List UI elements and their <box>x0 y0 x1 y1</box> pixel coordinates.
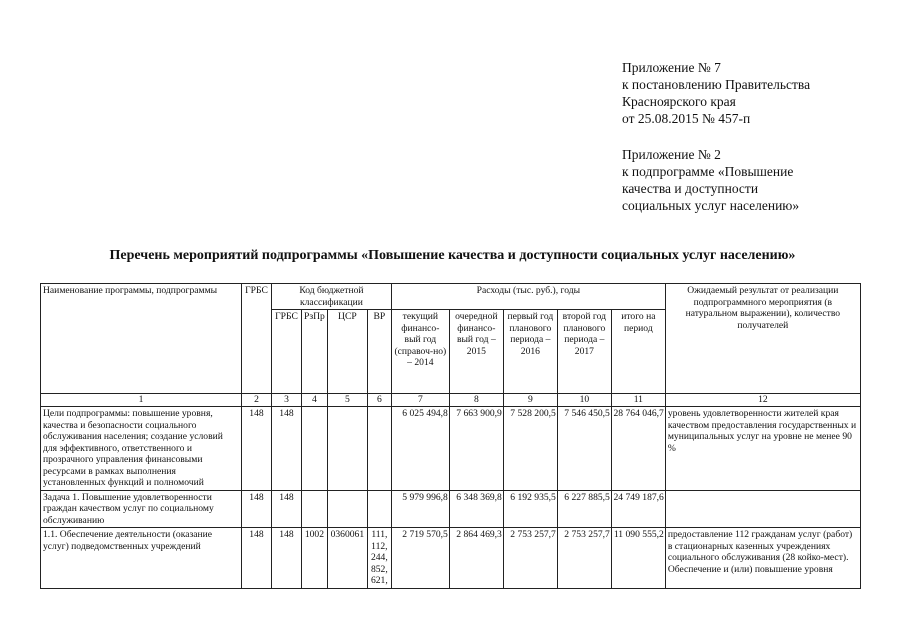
row-csr: 0360061 <box>327 528 367 589</box>
col-number: 10 <box>557 394 611 407</box>
header-budget-code: Код бюджетной классификации <box>272 284 392 310</box>
appendix-7-line2: к постановлению Правительства <box>622 77 811 92</box>
row-grbs: 148 <box>242 490 272 528</box>
col-number: 11 <box>611 394 665 407</box>
row-value-2014: 5 979 996,8 <box>391 490 449 528</box>
col-number: 2 <box>242 394 272 407</box>
appendix-7-line4: от 25.08.2015 № 457-п <box>622 111 751 126</box>
col-number: 1 <box>41 394 242 407</box>
row-csr <box>327 490 367 528</box>
col-number: 9 <box>503 394 557 407</box>
row-grbs: 148 <box>242 407 272 491</box>
row-value-2016: 2 753 257,7 <box>503 528 557 589</box>
row-value-total: 28 764 046,7 <box>611 407 665 491</box>
row-rzpr <box>302 407 328 491</box>
row-value-2016: 7 528 200,5 <box>503 407 557 491</box>
row-result: предоставление 112 гражданам услуг (работ) в стационарных казенных учреждениях социального обслуживания (28 койко-мест). Обеспечение и (или) повышение уровня <box>665 528 860 589</box>
header-total: итого на период <box>611 310 665 394</box>
col-number: 7 <box>391 394 449 407</box>
measures-table <box>40 283 861 589</box>
row-value-2017: 2 753 257,7 <box>557 528 611 589</box>
header-sub-rzpr: РзПр <box>302 310 328 394</box>
header-sub-grbs: ГРБС <box>272 310 302 394</box>
header-sub-csr: ЦСР <box>327 310 367 394</box>
row-name: Задача 1. Повышение удовлетворенности граждан качеством услуг по социальному обслуживанию <box>41 490 242 528</box>
appendix-7-block <box>622 59 810 127</box>
row-name: Цели подпрограммы: повышение уровня, качества и безопасности социального обслуживания населения; создание условий для эффективного, ответственного и прозрачного управления финансовыми ресурсами в рамках выполнения установленных функций и полномочий <box>41 407 242 491</box>
col-number: 6 <box>367 394 391 407</box>
row-value-2014: 2 719 570,5 <box>391 528 449 589</box>
header-grbs: ГРБС <box>242 284 272 394</box>
row-vr <box>367 407 391 491</box>
appendix-2-block <box>622 146 799 214</box>
header-year-2016: первый год планового периода – 2016 <box>503 310 557 394</box>
col-number: 3 <box>272 394 302 407</box>
header-name: Наименование программы, подпрограммы <box>41 284 242 394</box>
row-name: 1.1. Обеспечение деятельности (оказание услуг) подведомственных учреждений <box>41 528 242 589</box>
header-result: Ожидаемый результат от реализации подпрограммного мероприятия (в натуральном выражении), количество получателей <box>665 284 860 394</box>
row-vr <box>367 490 391 528</box>
row-grbs: 148 <box>242 528 272 589</box>
row-result <box>665 490 860 528</box>
row-value-2015: 2 864 469,3 <box>449 528 503 589</box>
header-row-1 <box>41 284 861 310</box>
row-value-2014: 6 025 494,8 <box>391 407 449 491</box>
row-value-2015: 7 663 900,9 <box>449 407 503 491</box>
row-vr: 111, 112, 244, 852, 621, <box>367 528 391 589</box>
appendix-2-line2: к подпрограмме «Повышение <box>622 164 794 179</box>
column-numbers-row <box>41 394 861 407</box>
header-sub-vr: ВР <box>367 310 391 394</box>
col-number: 5 <box>327 394 367 407</box>
row-code-grbs: 148 <box>272 407 302 491</box>
row-value-total: 24 749 187,6 <box>611 490 665 528</box>
appendix-2-line1: Приложение № 2 <box>622 147 721 162</box>
col-number: 8 <box>449 394 503 407</box>
row-value-total: 11 090 555,2 <box>611 528 665 589</box>
table-row-measure-1-1 <box>41 528 861 589</box>
header-year-2014: текущий финансо-вый год (справоч-но) – 2014 <box>391 310 449 394</box>
row-code-grbs: 148 <box>272 528 302 589</box>
appendix-2-line4: социальных услуг населению» <box>622 198 800 213</box>
appendix-2-line3: качества и доступности <box>622 181 759 196</box>
row-value-2017: 6 227 885,5 <box>557 490 611 528</box>
document-title: Перечень мероприятий подпрограммы «Повышение качества и доступности социальных услуг населению» <box>109 248 796 263</box>
header-year-2015: очередной финансо-вый год – 2015 <box>449 310 503 394</box>
row-rzpr <box>302 490 328 528</box>
table-row-task-1 <box>41 490 861 528</box>
col-number: 4 <box>302 394 328 407</box>
row-csr <box>327 407 367 491</box>
header-expenses: Расходы (тыс. руб.), годы <box>391 284 665 310</box>
appendix-7-line3: Красноярского края <box>622 94 736 109</box>
row-result: уровень удовлетворенности жителей края качеством предоставления государственных и муниципальных услуг на уровне не менее 90 % <box>665 407 860 491</box>
table-row-goals <box>41 407 861 491</box>
col-number: 12 <box>665 394 860 407</box>
row-code-grbs: 148 <box>272 490 302 528</box>
row-rzpr: 1002 <box>302 528 328 589</box>
appendix-7-line1: Приложение № 7 <box>622 60 721 75</box>
row-value-2017: 7 546 450,5 <box>557 407 611 491</box>
row-value-2015: 6 348 369,8 <box>449 490 503 528</box>
row-value-2016: 6 192 935,5 <box>503 490 557 528</box>
header-year-2017: второй год планового периода – 2017 <box>557 310 611 394</box>
